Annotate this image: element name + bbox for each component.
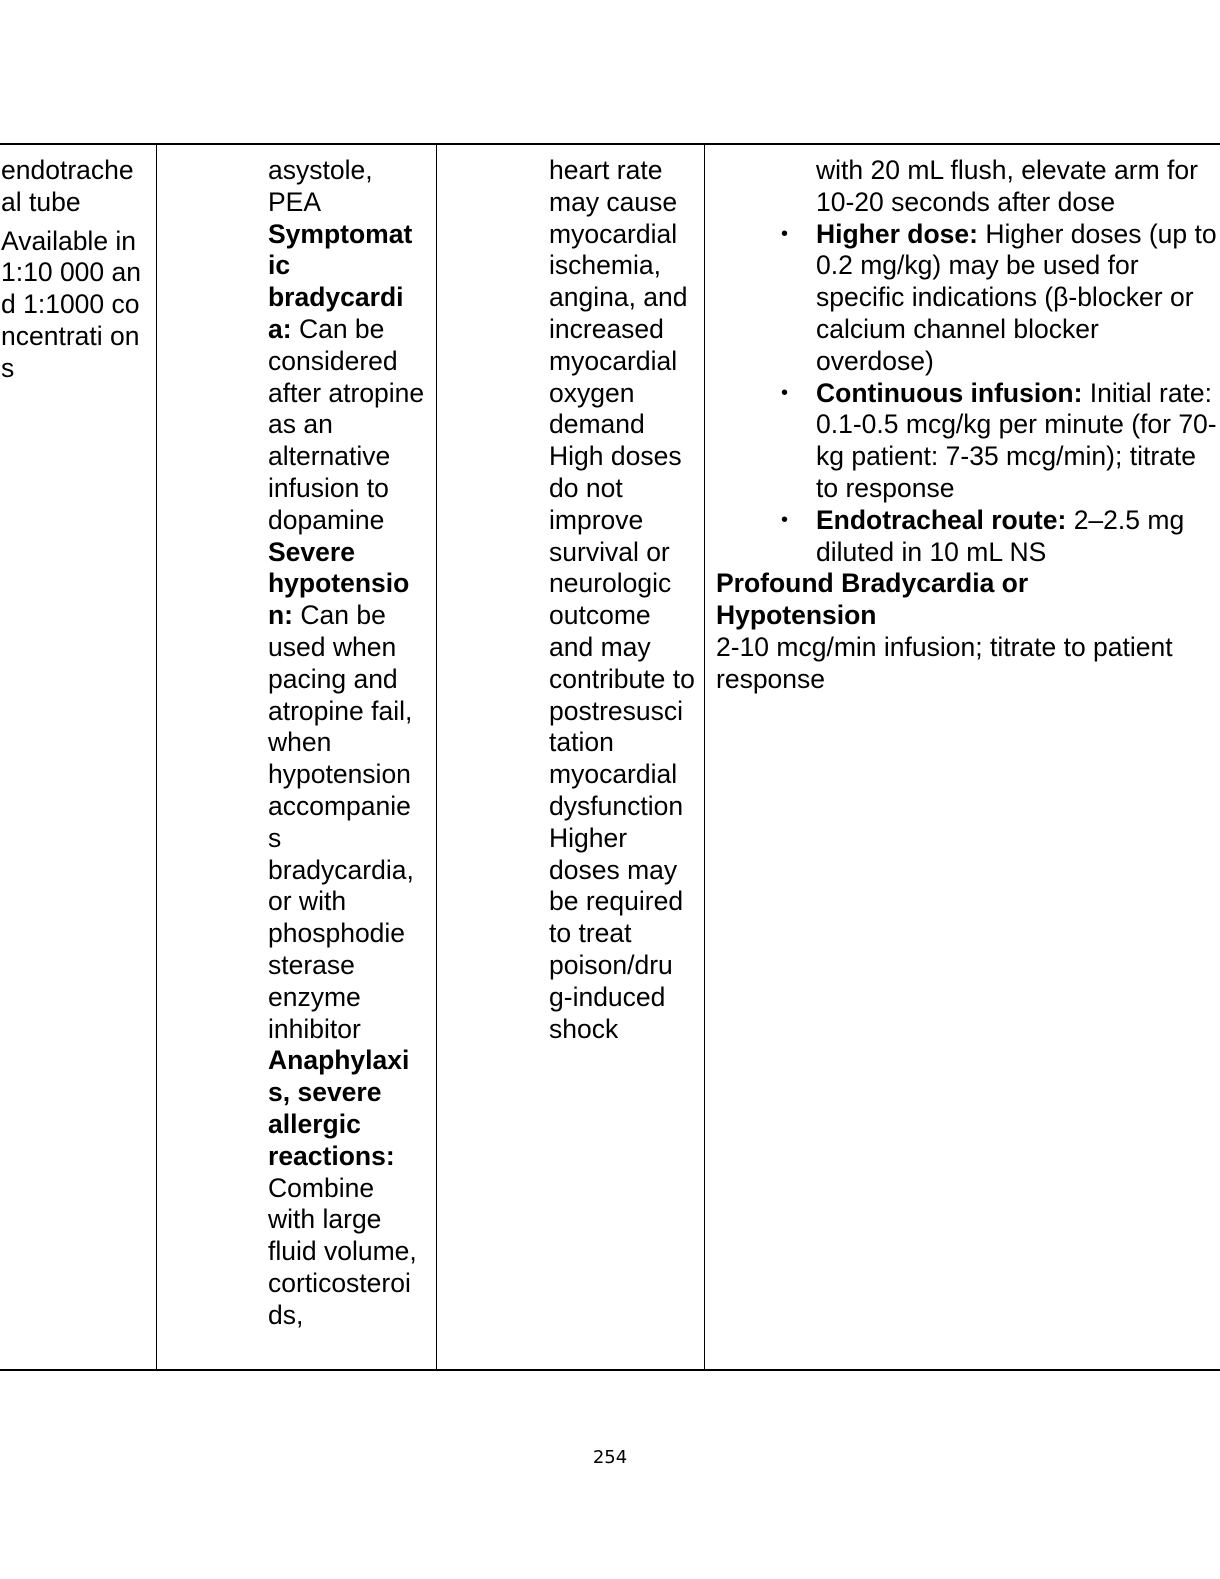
item-text: Combine with large fluid volume, corticosteroi ds, <box>268 1172 417 1330</box>
section-body: 2-10 mcg/min infusion; titrate to patient response <box>716 631 1173 694</box>
list-item <box>816 378 1220 505</box>
item-text: Can be considered after atropine as an alternative infusion to dopamine <box>268 313 425 535</box>
item-label: Higher dose: <box>816 218 978 249</box>
column-divider <box>156 145 157 1369</box>
cell-col2 <box>268 155 428 1369</box>
col1-line-a: endotrache al tube <box>1 155 134 217</box>
col2-continued: asystole, PEA <box>268 155 373 217</box>
list-item <box>816 505 1220 569</box>
col3-list <box>549 441 699 1045</box>
item-text: Can be used when pacing and atropine fail, when hypotension accompanie s bradycardia, or with phosphodie sterase enzyme inhibitor <box>268 600 414 1044</box>
cell-col3 <box>549 155 699 1369</box>
section-heading: Profound Bradycardia or Hypotension <box>716 568 1029 631</box>
col1-line-b: Available in 1:10 000 and 1:1000 concentrati ons <box>1 225 141 383</box>
col4-continued: with 20 mL flush, elevate arm for 10-20 seconds after dose <box>816 155 1198 217</box>
item-text: 2–2.5 mg diluted in 10 mL NS <box>816 504 1185 567</box>
item-label: Symptomat ic bradycardi a: <box>268 218 413 344</box>
col3-continued: heart rate may cause myocardial ischemia, angina, and increased myocardial oxygen demand <box>549 155 688 440</box>
list-item <box>816 219 1220 378</box>
column-divider <box>704 145 705 1369</box>
list-item: • High doses do not improve survival or neurologic outcome and may contribute to postresusci tation myocardial dysfunction <box>549 441 699 823</box>
page-number: 254 <box>592 1447 628 1468</box>
item-label: Severe hypotensio n: <box>268 536 410 631</box>
item-label: Anaphylaxi s, severe allergic reactions: <box>268 1045 410 1171</box>
drug-table <box>0 143 1220 1371</box>
item-label: Endotracheal route: <box>816 504 1067 535</box>
cell-col4 <box>716 155 1220 1369</box>
col4-list <box>816 219 1220 569</box>
list-item <box>268 537 428 1046</box>
col2-list <box>268 219 428 1332</box>
item-label: Continuous infusion: <box>816 377 1083 408</box>
list-item <box>268 1045 428 1331</box>
list-item <box>268 219 428 537</box>
list-item: • Higher doses may be required to treat poison/dru g-induced shock <box>549 823 699 1046</box>
column-divider <box>436 145 437 1369</box>
cell-col1 <box>1 155 151 1369</box>
item-text: Higher doses (up to 0.2 mg/kg) may be used for specific indications (β-blocker or calcium channel blocker overdose) <box>816 218 1217 376</box>
item-text: Initial rate: 0.1-0.5 mcg/kg per minute (for 70-kg patient: 7-35 mcg/min); titrate to response <box>816 377 1217 503</box>
